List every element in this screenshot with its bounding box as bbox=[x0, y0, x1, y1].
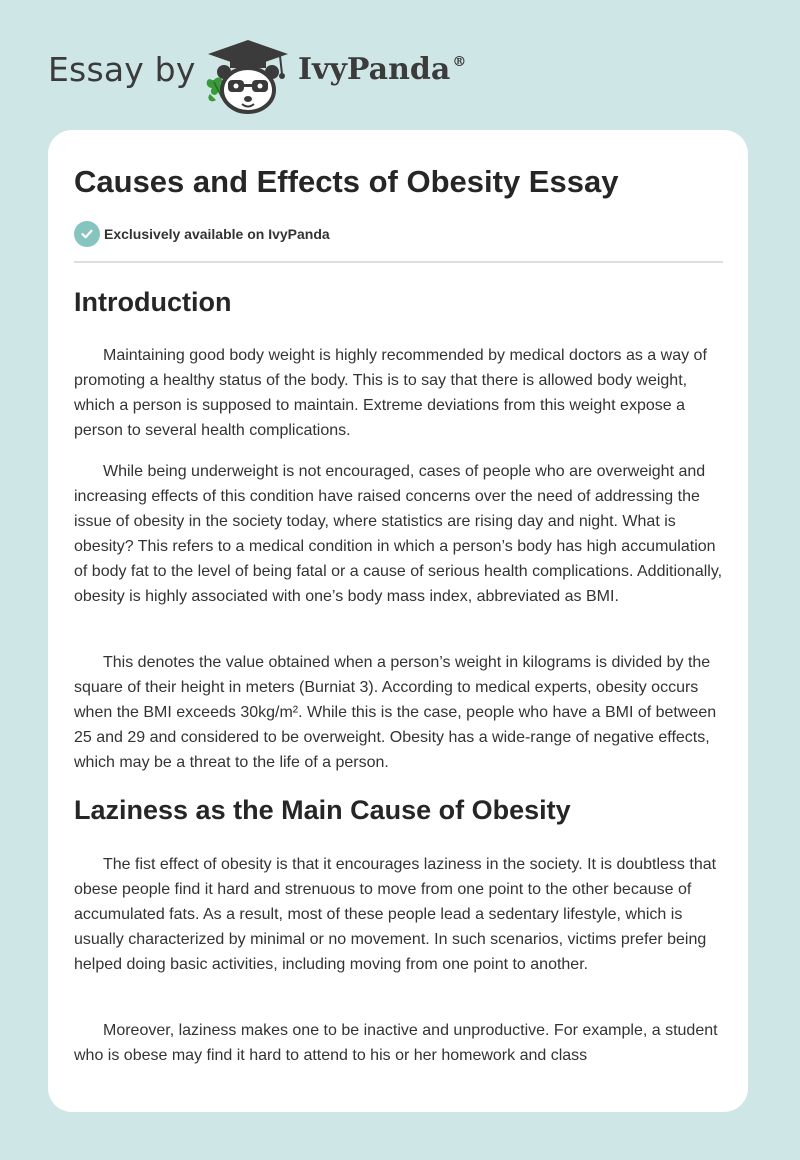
check-circle-icon bbox=[74, 221, 100, 247]
brand-prefix: Essay by bbox=[48, 50, 196, 89]
divider bbox=[74, 261, 723, 263]
essay-card bbox=[48, 130, 748, 1112]
paragraph: Moreover, laziness makes one to be inactive and unproductive. For example, a student who is obese may find it hard to attend to his or her homework and class bbox=[74, 1022, 718, 1064]
exclusive-badge bbox=[74, 221, 330, 247]
paragraph: The fist effect of obesity is that it encourages laziness in the society. It is doubtless that obese people find it hard and strenuous to move from one point to the other because of accumulated fats. As a result, most of these people lead a sedentary lifestyle, which is usually characterized by minimal or no movement. In such scenarios, victims prefer being helped doing basic activities, including moving from one point to another. bbox=[74, 856, 717, 973]
brand-name[interactable]: IvyPanda ® bbox=[298, 52, 467, 87]
badge-label: Exclusively available on IvyPanda bbox=[104, 226, 330, 242]
panda-graduate-icon[interactable] bbox=[200, 36, 296, 116]
paragraph: While being underweight is not encouraged, cases of people who are overweight and increasing effects of this condition have raised concerns over the need of addressing the issue of obesity in the society today, where statistics are rising day and night. What is obesity? This refers to a medical condition in which a person’s body has high accumulation of body fat to the level of being fatal or a cause of serious health complications. Additionally, obesity is highly associated with one’s body mass index, abbreviated as BMI. bbox=[74, 463, 723, 605]
registered-mark: ® bbox=[452, 54, 467, 70]
section-heading-laziness: Laziness as the Main Cause of Obesity bbox=[74, 795, 571, 825]
site-header bbox=[48, 34, 548, 114]
section-heading-introduction: Introduction bbox=[74, 287, 232, 317]
paragraph: This denotes the value obtained when a person’s weight in kilograms is divided by the square of their height in meters (Burniat 3). According to medical experts, obesity occurs when the BMI exceeds 30kg/m². While this is the case, people who have a BMI of between 25 and 29 and considered to be overweight. Obesity has a wide-range of negative effects, which may be a threat to the life of a person. bbox=[74, 654, 717, 771]
page-title: Causes and Effects of Obesity Essay bbox=[74, 164, 619, 199]
paragraph: Maintaining good body weight is highly recommended by medical doctors as a way of promoting a healthy status of the body. This is to say that there is allowed body weight, which a person is supposed to maintain. Extreme deviations from this weight expose a person to several health complications. bbox=[74, 347, 707, 439]
